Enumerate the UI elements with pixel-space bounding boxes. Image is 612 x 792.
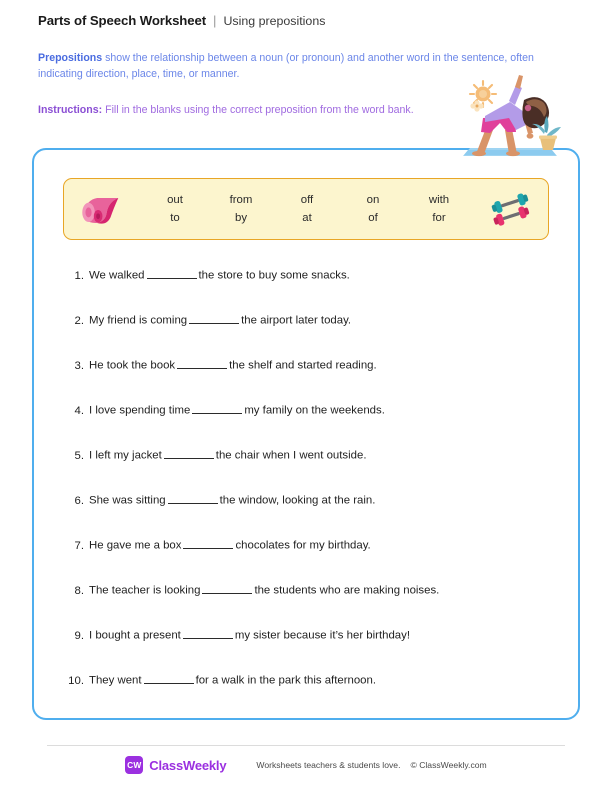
question-number: 9.: [74, 629, 84, 642]
answer-blank[interactable]: [177, 358, 227, 369]
word-bank-column: [215, 194, 267, 225]
question-text: [89, 628, 410, 643]
word-bank-column: [281, 194, 333, 225]
question-row: [62, 628, 532, 673]
header-separator: |: [213, 13, 217, 28]
question-text-after: for a walk in the park this afternoon.: [195, 674, 377, 687]
word-bank-word: off: [300, 193, 314, 206]
word-bank-word: out: [167, 193, 183, 206]
question-text-after: my sister because it’s her birthday!: [234, 629, 410, 642]
question-text: [89, 673, 376, 688]
word-bank: [63, 178, 549, 240]
question-number: 4.: [74, 404, 84, 417]
question-text: [89, 403, 385, 418]
question-text: [89, 313, 351, 328]
brand-logo[interactable]: [125, 756, 226, 774]
question-number: 2.: [74, 314, 84, 327]
classweekly-badge-icon: CW: [125, 756, 143, 774]
footer-meta: [256, 760, 486, 770]
footer-copyright: © ClassWeekly.com: [410, 760, 487, 770]
question-row: [62, 673, 532, 718]
question-number: 5.: [74, 449, 84, 462]
question-number: 7.: [74, 539, 84, 552]
word-bank-word: at: [302, 211, 312, 224]
question-text-before: I love spending time: [89, 404, 191, 417]
question-text-before: She was sitting: [89, 494, 166, 507]
word-bank-words: [138, 194, 476, 225]
question-text: [89, 583, 439, 598]
question-number: 6.: [74, 494, 84, 507]
question-text-before: They went: [89, 674, 142, 687]
question-text-before: I left my jacket: [89, 449, 162, 462]
answer-blank[interactable]: [192, 403, 242, 414]
question-number: 10.: [68, 674, 84, 687]
definition-body: show the relationship between a noun (or pronoun) and another word in the sentence, often indicating direction, place, time, or manner.: [38, 52, 534, 81]
question-text-after: the window, looking at the rain.: [219, 494, 376, 507]
question-text-after: the students who are making noises.: [254, 584, 440, 597]
question-text: [89, 268, 350, 283]
question-text: [89, 538, 371, 553]
question-text-before: He gave me a box: [89, 539, 182, 552]
instructions-body: Fill in the blanks using the correct preposition from the word bank.: [102, 104, 414, 116]
answer-blank[interactable]: [168, 493, 218, 504]
definition-lead: Prepositions: [38, 52, 103, 64]
footer-tagline: Worksheets teachers & students love.: [256, 760, 401, 770]
word-bank-column: [347, 194, 399, 225]
answer-blank[interactable]: [202, 583, 252, 594]
footer-divider: [47, 745, 565, 746]
question-text: [89, 448, 367, 463]
question-row: [62, 583, 532, 628]
answer-blank[interactable]: [189, 313, 239, 324]
answer-blank[interactable]: [183, 628, 233, 639]
question-row: [62, 313, 532, 358]
question-row: [62, 268, 532, 313]
answer-blank[interactable]: [144, 673, 194, 684]
instructions-lead: Instructions:: [38, 104, 103, 116]
word-bank-word: by: [234, 211, 248, 224]
word-bank-column: [413, 194, 465, 225]
question-row: [62, 538, 532, 583]
word-bank-word: of: [368, 211, 378, 224]
question-number: 1.: [74, 269, 84, 282]
question-text-after: my family on the weekends.: [244, 404, 385, 417]
question-number: 8.: [74, 584, 84, 597]
page-header: [38, 13, 325, 28]
instructions-text: [38, 102, 458, 118]
questions-list: [62, 268, 532, 718]
question-row: [62, 358, 532, 403]
page-title: Parts of Speech Worksheet: [38, 13, 207, 28]
question-row: [62, 448, 532, 493]
question-number: 3.: [74, 359, 84, 372]
question-text-after: chocolates for my birthday.: [235, 539, 371, 552]
footer: [0, 756, 612, 774]
question-text-after: the chair when I went outside.: [215, 449, 367, 462]
word-bank-word: from: [229, 193, 253, 206]
question-text-before: We walked: [89, 269, 145, 282]
question-row: [62, 403, 532, 448]
answer-blank[interactable]: [164, 448, 214, 459]
question-text-before: He took the book: [89, 359, 176, 372]
question-text-before: My friend is coming: [89, 314, 188, 327]
question-text-before: The teacher is looking: [89, 584, 201, 597]
question-text-after: the store to buy some snacks.: [198, 269, 350, 282]
word-bank-word: to: [170, 211, 180, 224]
answer-blank[interactable]: [147, 268, 197, 279]
word-bank-word: for: [432, 211, 446, 224]
dumbbells-icon: [476, 190, 548, 228]
question-text: [89, 358, 377, 373]
answer-blank[interactable]: [183, 538, 233, 549]
question-text-after: the airport later today.: [241, 314, 352, 327]
word-bank-word: with: [428, 193, 450, 206]
yoga-triangle-pose-illustration: [452, 72, 577, 164]
question-text: [89, 493, 375, 508]
question-text-before: I bought a present: [89, 629, 181, 642]
question-text-after: the shelf and started reading.: [229, 359, 377, 372]
page-subtitle: Using prepositions: [223, 14, 326, 28]
brand-name: ClassWeekly: [149, 757, 227, 773]
question-row: [62, 493, 532, 538]
word-bank-word: on: [366, 193, 380, 206]
word-bank-column: [149, 194, 201, 225]
rolled-yoga-mat-icon: [64, 192, 138, 227]
